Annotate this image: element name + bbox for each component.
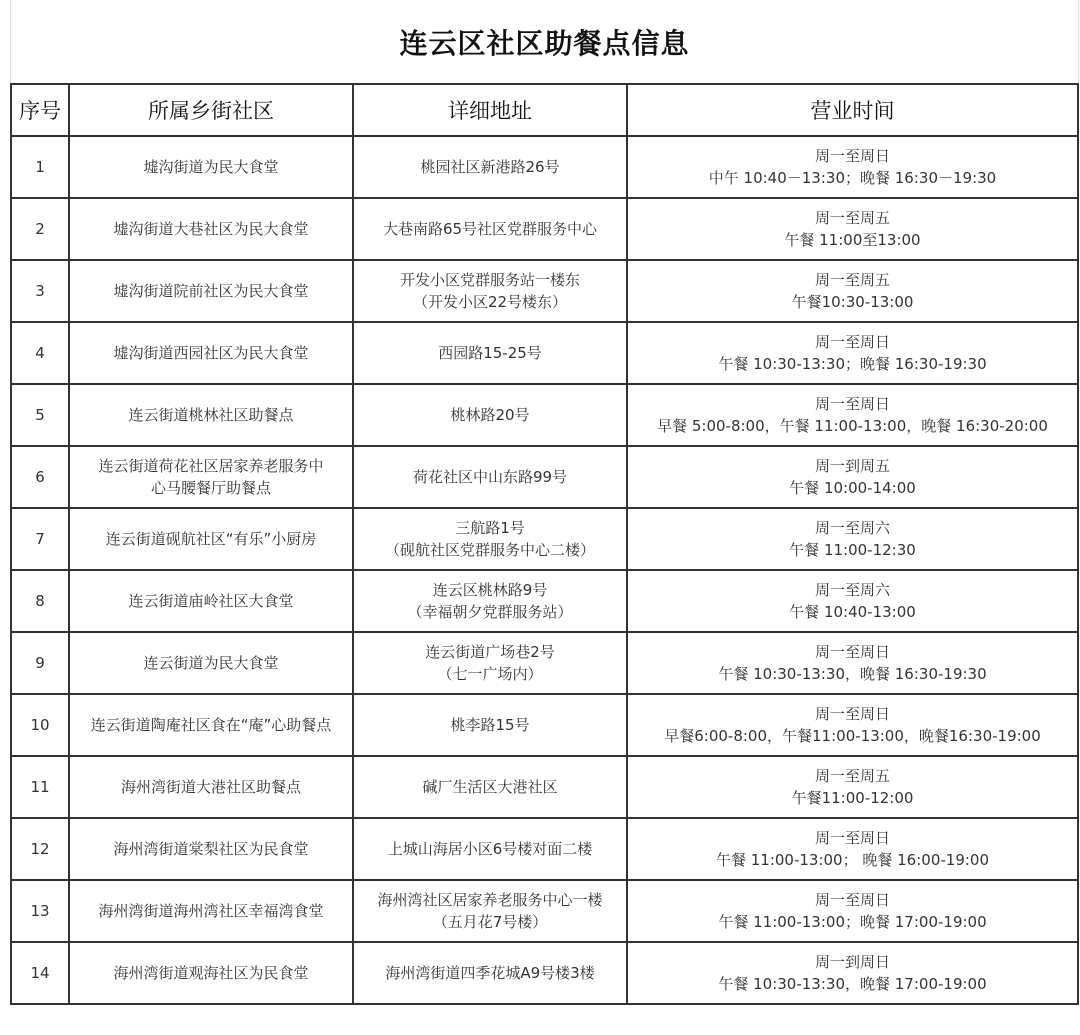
table-row: [11, 198, 1078, 260]
address-line: 海州湾街道四季花城A9号楼3楼: [385, 964, 595, 982]
address-line: 海州湾社区居家养老服务中心一楼: [377, 891, 603, 909]
opening-hours-line: 周一至周五: [814, 209, 890, 227]
community-name-line: 墟沟街道为民大食堂: [143, 158, 279, 176]
address-line: 西园路15-25号: [438, 344, 542, 362]
community-name-line: 连云街道荷花社区居家养老服务中: [98, 457, 324, 475]
table-header-row: [11, 84, 1078, 136]
row-number: 2: [11, 198, 69, 260]
community-name: [69, 880, 353, 942]
address-line: 荷花社区中山东路99号: [412, 468, 568, 486]
opening-hours: [627, 818, 1078, 880]
table-row: [11, 942, 1078, 1004]
community-name: [69, 322, 353, 384]
header-no: 序号: [11, 84, 69, 136]
row-number: 4: [11, 322, 69, 384]
address-line: 桃园社区新港路26号: [420, 158, 560, 176]
row-number: 14: [11, 942, 69, 1004]
row-number: 5: [11, 384, 69, 446]
address: [353, 880, 627, 942]
row-number: 3: [11, 260, 69, 322]
community-name: [69, 942, 353, 1004]
community-name-line: 墟沟街道大巷社区为民大食堂: [113, 220, 309, 238]
opening-hours-line: 周一至周五: [814, 271, 890, 289]
opening-hours: [627, 942, 1078, 1004]
opening-hours-line: 周一至周日: [814, 333, 890, 351]
table-row: [11, 322, 1078, 384]
row-number: 10: [11, 694, 69, 756]
community-name-line: 心马腰餐厅助餐点: [150, 479, 271, 497]
community-name: [69, 632, 353, 694]
address: [353, 260, 627, 322]
address: [353, 570, 627, 632]
opening-hours-line: 周一至周日: [814, 705, 890, 723]
opening-hours: [627, 508, 1078, 570]
row-number: 9: [11, 632, 69, 694]
community-name-line: 连云街道桃林社区助餐点: [128, 406, 294, 424]
table-row: [11, 446, 1078, 508]
opening-hours: [627, 260, 1078, 322]
table-row: [11, 508, 1078, 570]
table-row: [11, 632, 1078, 694]
row-number: 7: [11, 508, 69, 570]
address-line: （幸福朝夕党群服务站）: [407, 603, 573, 621]
opening-hours: [627, 880, 1078, 942]
header-community: 所属乡街社区: [69, 84, 353, 136]
opening-hours-line: 早餐6:00-8:00，午餐11:00-13:00，晚餐16:30-19:00: [664, 727, 1041, 745]
community-name-line: 连云街道砚航社区“有乐”小厨房: [105, 530, 317, 548]
community-name: [69, 570, 353, 632]
table-row: [11, 570, 1078, 632]
address: [353, 322, 627, 384]
community-name-line: 连云街道陶庵社区食在“庵”心助餐点: [90, 716, 332, 734]
opening-hours: [627, 198, 1078, 260]
address: [353, 818, 627, 880]
page-title: 连云区社区助餐点信息: [399, 26, 690, 60]
opening-hours-line: 午餐10:30-13:00: [791, 293, 914, 311]
row-number: 11: [11, 756, 69, 818]
address-line: 桃林路20号: [450, 406, 530, 424]
address: [353, 756, 627, 818]
opening-hours-line: 周一至周五: [814, 767, 890, 785]
community-name-line: 海州湾街道棠梨社区为民食堂: [113, 840, 309, 858]
address: [353, 384, 627, 446]
row-number: 12: [11, 818, 69, 880]
opening-hours-line: 周一至周日: [814, 147, 890, 165]
community-name-line: 海州湾街道大港社区助餐点: [120, 778, 301, 796]
table-row: [11, 384, 1078, 446]
row-number: 6: [11, 446, 69, 508]
opening-hours: [627, 632, 1078, 694]
community-name: [69, 136, 353, 198]
opening-hours-line: 午餐 11:00-13:00；晚餐 17:00-19:00: [718, 913, 987, 931]
row-number: 1: [11, 136, 69, 198]
opening-hours-line: 午餐 11:00-13:00； 晚餐 16:00-19:00: [715, 851, 990, 869]
community-name-line: 墟沟街道西园社区为民大食堂: [113, 344, 309, 362]
opening-hours-line: 周一至周日: [814, 891, 890, 909]
table-row: [11, 818, 1078, 880]
opening-hours-line: 中午 10:40－13:30；晚餐 16:30－19:30: [708, 169, 997, 187]
table-row: [11, 136, 1078, 198]
address: [353, 632, 627, 694]
opening-hours-line: 周一至周六: [814, 519, 890, 537]
table-row: [11, 756, 1078, 818]
community-name-line: 海州湾街道观海社区为民食堂: [113, 964, 309, 982]
address: [353, 446, 627, 508]
community-name: [69, 818, 353, 880]
community-name: [69, 198, 353, 260]
community-name-line: 连云街道庙岭社区大食堂: [128, 592, 294, 610]
address-line: 连云街道广场巷2号: [425, 643, 555, 661]
community-name: [69, 694, 353, 756]
table-row: [11, 880, 1078, 942]
community-name: [69, 508, 353, 570]
opening-hours-line: 午餐 10:40-13:00: [789, 603, 916, 621]
table-row: [11, 694, 1078, 756]
address-line: 三航路1号: [455, 519, 525, 537]
address-line: 连云区桃林路9号: [432, 581, 548, 599]
opening-hours-line: 午餐11:00-12:00: [791, 789, 914, 807]
community-name: [69, 756, 353, 818]
address: [353, 136, 627, 198]
opening-hours-line: 午餐 11:00-12:30: [789, 541, 916, 559]
address-line: 上城山海居小区6号楼对面二楼: [387, 840, 593, 858]
community-name-line: 海州湾街道海州湾社区幸福湾食堂: [98, 902, 324, 920]
address: [353, 942, 627, 1004]
opening-hours: [627, 322, 1078, 384]
address-line: （七一广场内）: [437, 665, 543, 683]
community-name-line: 墟沟街道院前社区为民大食堂: [113, 282, 309, 300]
address-line: 桃李路15号: [450, 716, 530, 734]
address: [353, 198, 627, 260]
opening-hours: [627, 446, 1078, 508]
header-hours: 营业时间: [627, 84, 1078, 136]
opening-hours: [627, 756, 1078, 818]
meal-points-table: [10, 83, 1079, 1005]
opening-hours: [627, 570, 1078, 632]
address-line: （砚航社区党群服务中心二楼）: [384, 541, 595, 559]
opening-hours-line: 周一至周日: [814, 395, 890, 413]
address-line: 开发小区党群服务站一楼东: [399, 271, 580, 289]
opening-hours-line: 周一至周日: [814, 643, 890, 661]
address: [353, 694, 627, 756]
address-line: 碱厂生活区大港社区: [422, 778, 558, 796]
address: [353, 508, 627, 570]
address-line: （五月花7号楼）: [432, 913, 548, 931]
row-number: 13: [11, 880, 69, 942]
table-row: [11, 260, 1078, 322]
address-line: 大巷南路65号社区党群服务中心: [382, 220, 598, 238]
address-line: （开发小区22号楼东）: [412, 293, 568, 311]
opening-hours-line: 午餐 11:00至13:00: [784, 231, 921, 249]
opening-hours-line: 周一到周五: [814, 457, 890, 475]
opening-hours-line: 午餐 10:30-13:30，晚餐 16:30-19:30: [718, 665, 987, 683]
opening-hours: [627, 384, 1078, 446]
opening-hours-line: 午餐 10:30-13:30，晚餐 17:00-19:00: [718, 975, 987, 993]
row-number: 8: [11, 570, 69, 632]
opening-hours-line: 午餐 10:30-13:30；晚餐 16:30-19:30: [718, 355, 987, 373]
community-name-line: 连云街道为民大食堂: [143, 654, 279, 672]
opening-hours: [627, 136, 1078, 198]
header-address: 详细地址: [353, 84, 627, 136]
opening-hours-line: 早餐 5:00-8:00，午餐 11:00-13:00，晚餐 16:30-20:00: [657, 417, 1048, 435]
opening-hours: [627, 694, 1078, 756]
opening-hours-line: 周一至周六: [814, 581, 890, 599]
community-name: [69, 446, 353, 508]
community-name: [69, 260, 353, 322]
opening-hours-line: 午餐 10:00-14:00: [789, 479, 916, 497]
title-area: [10, 0, 1079, 83]
opening-hours-line: 周一到周日: [814, 953, 890, 971]
opening-hours-line: 周一至周日: [814, 829, 890, 847]
community-name: [69, 384, 353, 446]
